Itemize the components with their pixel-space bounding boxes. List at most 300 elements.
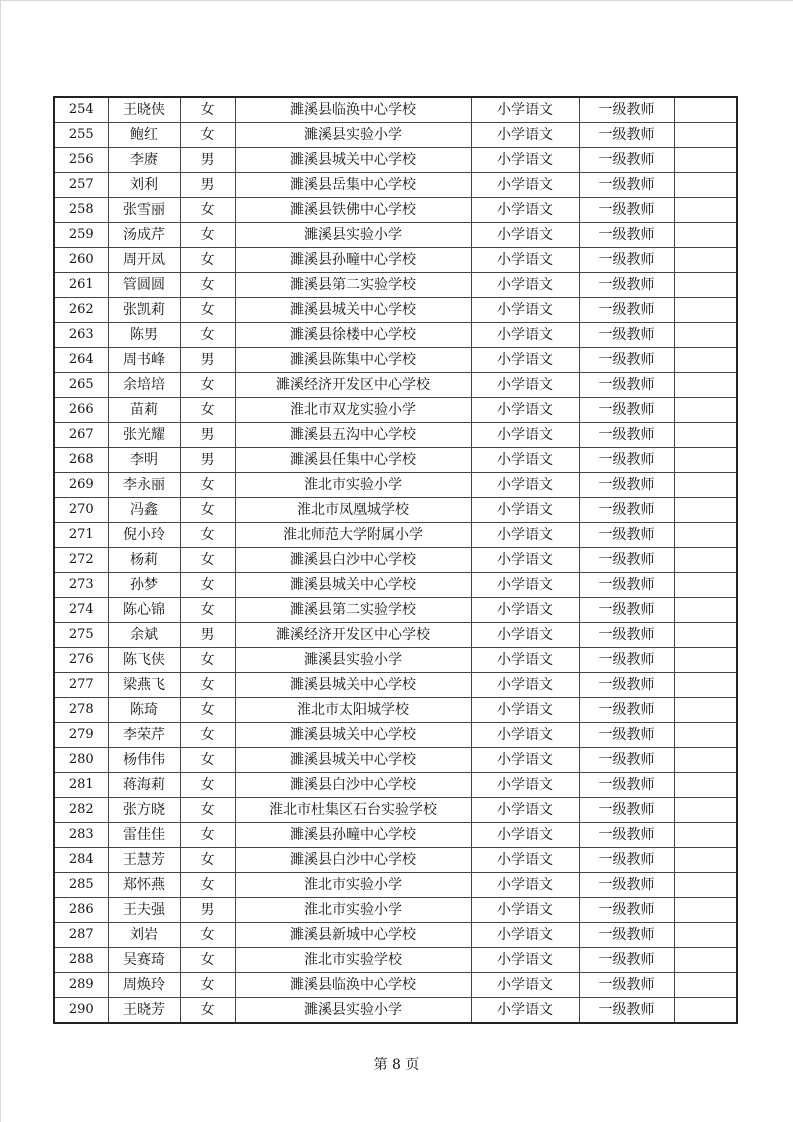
row-number-cell: 264 — [54, 348, 108, 373]
teacher-name-cell: 王晓芳 — [108, 998, 180, 1024]
row-number-cell: 272 — [54, 548, 108, 573]
gender-cell: 女 — [180, 298, 235, 323]
school-cell: 濉溪县徐楼中心学校 — [235, 323, 471, 348]
subject-cell: 小学语文 — [471, 523, 579, 548]
row-number-cell: 277 — [54, 673, 108, 698]
school-cell: 濉溪县城关中心学校 — [235, 673, 471, 698]
row-number-cell: 283 — [54, 823, 108, 848]
row-number-cell: 284 — [54, 848, 108, 873]
note-cell — [674, 748, 737, 773]
professional-title-cell: 一级教师 — [579, 248, 674, 273]
professional-title-cell: 一级教师 — [579, 923, 674, 948]
subject-cell: 小学语文 — [471, 748, 579, 773]
row-number-cell: 279 — [54, 723, 108, 748]
gender-cell: 女 — [180, 673, 235, 698]
row-number-cell: 268 — [54, 448, 108, 473]
table-row — [54, 973, 737, 998]
note-cell — [674, 298, 737, 323]
table-row — [54, 373, 737, 398]
professional-title-cell: 一级教师 — [579, 998, 674, 1024]
note-cell — [674, 923, 737, 948]
school-cell: 濉溪县孙疃中心学校 — [235, 823, 471, 848]
note-cell — [674, 723, 737, 748]
school-cell: 濉溪经济开发区中心学校 — [235, 623, 471, 648]
professional-title-cell: 一级教师 — [579, 523, 674, 548]
note-cell — [674, 848, 737, 873]
gender-cell: 男 — [180, 898, 235, 923]
note-cell — [674, 173, 737, 198]
subject-cell: 小学语文 — [471, 123, 579, 148]
school-cell: 濉溪县城关中心学校 — [235, 748, 471, 773]
table-row — [54, 573, 737, 598]
gender-cell: 女 — [180, 973, 235, 998]
row-number-cell: 260 — [54, 248, 108, 273]
teacher-name-cell: 周焕玲 — [108, 973, 180, 998]
note-cell — [674, 123, 737, 148]
school-cell: 濉溪县陈集中心学校 — [235, 348, 471, 373]
gender-cell: 女 — [180, 473, 235, 498]
professional-title-cell: 一级教师 — [579, 898, 674, 923]
row-number-cell: 256 — [54, 148, 108, 173]
subject-cell: 小学语文 — [471, 498, 579, 523]
table-row — [54, 398, 737, 423]
teacher-name-cell: 苗莉 — [108, 398, 180, 423]
table-row — [54, 773, 737, 798]
row-number-cell: 282 — [54, 798, 108, 823]
gender-cell: 女 — [180, 698, 235, 723]
subject-cell: 小学语文 — [471, 973, 579, 998]
professional-title-cell: 一级教师 — [579, 498, 674, 523]
school-cell: 濉溪县实验小学 — [235, 223, 471, 248]
table-row — [54, 698, 737, 723]
gender-cell: 女 — [180, 498, 235, 523]
subject-cell: 小学语文 — [471, 873, 579, 898]
row-number-cell: 254 — [54, 97, 108, 123]
gender-cell: 女 — [180, 723, 235, 748]
professional-title-cell: 一级教师 — [579, 673, 674, 698]
row-number-cell: 273 — [54, 573, 108, 598]
subject-cell: 小学语文 — [471, 223, 579, 248]
gender-cell: 男 — [180, 423, 235, 448]
gender-cell: 女 — [180, 223, 235, 248]
subject-cell: 小学语文 — [471, 298, 579, 323]
school-cell: 濉溪县实验小学 — [235, 648, 471, 673]
teacher-name-cell: 汤成芹 — [108, 223, 180, 248]
professional-title-cell: 一级教师 — [579, 723, 674, 748]
table-row — [54, 248, 737, 273]
teacher-name-cell: 雷佳佳 — [108, 823, 180, 848]
row-number-cell: 288 — [54, 948, 108, 973]
gender-cell: 女 — [180, 998, 235, 1024]
subject-cell: 小学语文 — [471, 373, 579, 398]
note-cell — [674, 598, 737, 623]
note-cell — [674, 698, 737, 723]
row-number-cell: 280 — [54, 748, 108, 773]
subject-cell: 小学语文 — [471, 473, 579, 498]
gender-cell: 女 — [180, 248, 235, 273]
teacher-roster-table — [53, 96, 738, 1024]
subject-cell: 小学语文 — [471, 698, 579, 723]
school-cell: 濉溪县城关中心学校 — [235, 573, 471, 598]
teacher-name-cell: 李永丽 — [108, 473, 180, 498]
table-row — [54, 223, 737, 248]
row-number-cell: 263 — [54, 323, 108, 348]
row-number-cell: 285 — [54, 873, 108, 898]
note-cell — [674, 198, 737, 223]
note-cell — [674, 423, 737, 448]
gender-cell: 女 — [180, 398, 235, 423]
subject-cell: 小学语文 — [471, 798, 579, 823]
subject-cell: 小学语文 — [471, 273, 579, 298]
table-row — [54, 798, 737, 823]
table-row — [54, 148, 737, 173]
school-cell: 濉溪县城关中心学校 — [235, 298, 471, 323]
roster-body — [54, 97, 737, 1023]
subject-cell: 小学语文 — [471, 648, 579, 673]
professional-title-cell: 一级教师 — [579, 423, 674, 448]
professional-title-cell: 一级教师 — [579, 473, 674, 498]
professional-title-cell: 一级教师 — [579, 973, 674, 998]
note-cell — [674, 498, 737, 523]
table-row — [54, 598, 737, 623]
teacher-name-cell: 余斌 — [108, 623, 180, 648]
subject-cell: 小学语文 — [471, 923, 579, 948]
note-cell — [674, 973, 737, 998]
subject-cell: 小学语文 — [471, 248, 579, 273]
subject-cell: 小学语文 — [471, 148, 579, 173]
row-number-cell: 276 — [54, 648, 108, 673]
table-row — [54, 448, 737, 473]
subject-cell: 小学语文 — [471, 97, 579, 123]
gender-cell: 男 — [180, 148, 235, 173]
teacher-name-cell: 余培培 — [108, 373, 180, 398]
school-cell: 淮北市实验学校 — [235, 948, 471, 973]
school-cell: 濉溪县第二实验学校 — [235, 598, 471, 623]
school-cell: 濉溪县第二实验学校 — [235, 273, 471, 298]
note-cell — [674, 798, 737, 823]
note-cell — [674, 248, 737, 273]
gender-cell: 女 — [180, 548, 235, 573]
note-cell — [674, 873, 737, 898]
note-cell — [674, 773, 737, 798]
teacher-name-cell: 陈心锦 — [108, 598, 180, 623]
row-number-cell: 278 — [54, 698, 108, 723]
professional-title-cell: 一级教师 — [579, 798, 674, 823]
professional-title-cell: 一级教师 — [579, 748, 674, 773]
row-number-cell: 262 — [54, 298, 108, 323]
professional-title-cell: 一级教师 — [579, 623, 674, 648]
page-left-edge — [0, 0, 1, 1122]
gender-cell: 女 — [180, 773, 235, 798]
teacher-name-cell: 管圆圆 — [108, 273, 180, 298]
professional-title-cell: 一级教师 — [579, 273, 674, 298]
teacher-name-cell: 李赓 — [108, 148, 180, 173]
school-cell: 濉溪经济开发区中心学校 — [235, 373, 471, 398]
subject-cell: 小学语文 — [471, 598, 579, 623]
note-cell — [674, 473, 737, 498]
row-number-cell: 270 — [54, 498, 108, 523]
gender-cell: 女 — [180, 97, 235, 123]
teacher-name-cell: 陈琦 — [108, 698, 180, 723]
teacher-name-cell: 孙梦 — [108, 573, 180, 598]
table-row — [54, 723, 737, 748]
school-cell: 濉溪县孙疃中心学校 — [235, 248, 471, 273]
row-number-cell: 259 — [54, 223, 108, 248]
row-number-cell: 266 — [54, 398, 108, 423]
teacher-name-cell: 陈男 — [108, 323, 180, 348]
row-number-cell: 261 — [54, 273, 108, 298]
professional-title-cell: 一级教师 — [579, 223, 674, 248]
table-row — [54, 173, 737, 198]
school-cell: 濉溪县岳集中心学校 — [235, 173, 471, 198]
table-row — [54, 97, 737, 123]
note-cell — [674, 323, 737, 348]
note-cell — [674, 623, 737, 648]
school-cell: 淮北市实验小学 — [235, 898, 471, 923]
school-cell: 淮北市凤凰城学校 — [235, 498, 471, 523]
subject-cell: 小学语文 — [471, 673, 579, 698]
note-cell — [674, 273, 737, 298]
school-cell: 淮北市太阳城学校 — [235, 698, 471, 723]
row-number-cell: 257 — [54, 173, 108, 198]
table-row — [54, 823, 737, 848]
table-row — [54, 473, 737, 498]
professional-title-cell: 一级教师 — [579, 773, 674, 798]
gender-cell: 女 — [180, 323, 235, 348]
note-cell — [674, 898, 737, 923]
teacher-name-cell: 郑怀燕 — [108, 873, 180, 898]
page-number-footer: 第 8 页 — [373, 1057, 420, 1073]
note-cell — [674, 523, 737, 548]
note-cell — [674, 948, 737, 973]
note-cell — [674, 97, 737, 123]
table-row — [54, 898, 737, 923]
gender-cell: 女 — [180, 373, 235, 398]
teacher-name-cell: 王晓侠 — [108, 97, 180, 123]
row-number-cell: 289 — [54, 973, 108, 998]
teacher-name-cell: 杨伟伟 — [108, 748, 180, 773]
teacher-name-cell: 陈飞侠 — [108, 648, 180, 673]
teacher-name-cell: 王慧芳 — [108, 848, 180, 873]
school-cell: 濉溪县临涣中心学校 — [235, 973, 471, 998]
note-cell — [674, 448, 737, 473]
note-cell — [674, 823, 737, 848]
subject-cell: 小学语文 — [471, 723, 579, 748]
professional-title-cell: 一级教师 — [579, 448, 674, 473]
gender-cell: 女 — [180, 573, 235, 598]
subject-cell: 小学语文 — [471, 623, 579, 648]
school-cell: 濉溪县白沙中心学校 — [235, 548, 471, 573]
note-cell — [674, 148, 737, 173]
subject-cell: 小学语文 — [471, 948, 579, 973]
row-number-cell: 255 — [54, 123, 108, 148]
teacher-name-cell: 张凯莉 — [108, 298, 180, 323]
gender-cell: 男 — [180, 448, 235, 473]
teacher-name-cell: 李荣芹 — [108, 723, 180, 748]
school-cell: 濉溪县实验小学 — [235, 123, 471, 148]
professional-title-cell: 一级教师 — [579, 323, 674, 348]
note-cell — [674, 373, 737, 398]
table-row — [54, 323, 737, 348]
subject-cell: 小学语文 — [471, 423, 579, 448]
teacher-name-cell: 刘利 — [108, 173, 180, 198]
subject-cell: 小学语文 — [471, 398, 579, 423]
professional-title-cell: 一级教师 — [579, 373, 674, 398]
teacher-name-cell: 张雪丽 — [108, 198, 180, 223]
school-cell: 濉溪县实验小学 — [235, 998, 471, 1024]
school-cell: 濉溪县任集中心学校 — [235, 448, 471, 473]
note-cell — [674, 223, 737, 248]
table-row — [54, 498, 737, 523]
gender-cell: 男 — [180, 173, 235, 198]
school-cell: 濉溪县临涣中心学校 — [235, 97, 471, 123]
teacher-name-cell: 杨莉 — [108, 548, 180, 573]
professional-title-cell: 一级教师 — [579, 548, 674, 573]
table-row — [54, 923, 737, 948]
professional-title-cell: 一级教师 — [579, 848, 674, 873]
table-row — [54, 648, 737, 673]
row-number-cell: 274 — [54, 598, 108, 623]
teacher-name-cell: 李明 — [108, 448, 180, 473]
professional-title-cell: 一级教师 — [579, 698, 674, 723]
subject-cell: 小学语文 — [471, 548, 579, 573]
school-cell: 濉溪县城关中心学校 — [235, 148, 471, 173]
school-cell: 淮北市杜集区石台实验学校 — [235, 798, 471, 823]
row-number-cell: 287 — [54, 923, 108, 948]
table-row — [54, 948, 737, 973]
row-number-cell: 286 — [54, 898, 108, 923]
page-top-edge — [0, 0, 793, 1]
table-row — [54, 423, 737, 448]
subject-cell: 小学语文 — [471, 323, 579, 348]
subject-cell: 小学语文 — [471, 348, 579, 373]
row-number-cell: 281 — [54, 773, 108, 798]
professional-title-cell: 一级教师 — [579, 573, 674, 598]
professional-title-cell: 一级教师 — [579, 97, 674, 123]
table-row — [54, 673, 737, 698]
school-cell: 濉溪县五沟中心学校 — [235, 423, 471, 448]
gender-cell: 男 — [180, 348, 235, 373]
professional-title-cell: 一级教师 — [579, 148, 674, 173]
professional-title-cell: 一级教师 — [579, 598, 674, 623]
professional-title-cell: 一级教师 — [579, 823, 674, 848]
subject-cell: 小学语文 — [471, 998, 579, 1024]
professional-title-cell: 一级教师 — [579, 948, 674, 973]
row-number-cell: 258 — [54, 198, 108, 223]
gender-cell: 女 — [180, 848, 235, 873]
table-row — [54, 623, 737, 648]
teacher-name-cell: 张方晓 — [108, 798, 180, 823]
table-row — [54, 198, 737, 223]
school-cell: 濉溪县白沙中心学校 — [235, 848, 471, 873]
table-row — [54, 748, 737, 773]
gender-cell: 女 — [180, 873, 235, 898]
gender-cell: 女 — [180, 198, 235, 223]
subject-cell: 小学语文 — [471, 848, 579, 873]
row-number-cell: 267 — [54, 423, 108, 448]
gender-cell: 女 — [180, 523, 235, 548]
note-cell — [674, 573, 737, 598]
gender-cell: 女 — [180, 823, 235, 848]
teacher-name-cell: 王夫强 — [108, 898, 180, 923]
note-cell — [674, 673, 737, 698]
professional-title-cell: 一级教师 — [579, 398, 674, 423]
subject-cell: 小学语文 — [471, 573, 579, 598]
subject-cell: 小学语文 — [471, 823, 579, 848]
table-row — [54, 548, 737, 573]
note-cell — [674, 548, 737, 573]
teacher-name-cell: 吴赛琦 — [108, 948, 180, 973]
table-row — [54, 273, 737, 298]
note-cell — [674, 398, 737, 423]
subject-cell: 小学语文 — [471, 773, 579, 798]
teacher-name-cell: 张光耀 — [108, 423, 180, 448]
teacher-name-cell: 周书峰 — [108, 348, 180, 373]
professional-title-cell: 一级教师 — [579, 298, 674, 323]
gender-cell: 女 — [180, 948, 235, 973]
table-row — [54, 873, 737, 898]
school-cell: 淮北市双龙实验小学 — [235, 398, 471, 423]
subject-cell: 小学语文 — [471, 898, 579, 923]
school-cell: 濉溪县城关中心学校 — [235, 723, 471, 748]
note-cell — [674, 348, 737, 373]
gender-cell: 女 — [180, 598, 235, 623]
gender-cell: 女 — [180, 123, 235, 148]
table-row — [54, 998, 737, 1024]
row-number-cell: 265 — [54, 373, 108, 398]
row-number-cell: 275 — [54, 623, 108, 648]
table-row — [54, 523, 737, 548]
gender-cell: 女 — [180, 798, 235, 823]
professional-title-cell: 一级教师 — [579, 648, 674, 673]
school-cell: 濉溪县铁佛中心学校 — [235, 198, 471, 223]
row-number-cell: 269 — [54, 473, 108, 498]
subject-cell: 小学语文 — [471, 173, 579, 198]
professional-title-cell: 一级教师 — [579, 173, 674, 198]
teacher-name-cell: 冯鑫 — [108, 498, 180, 523]
gender-cell: 男 — [180, 623, 235, 648]
gender-cell: 女 — [180, 648, 235, 673]
table-row — [54, 123, 737, 148]
professional-title-cell: 一级教师 — [579, 873, 674, 898]
table-row — [54, 298, 737, 323]
row-number-cell: 271 — [54, 523, 108, 548]
professional-title-cell: 一级教师 — [579, 123, 674, 148]
row-number-cell: 290 — [54, 998, 108, 1024]
professional-title-cell: 一级教师 — [579, 348, 674, 373]
school-cell: 淮北市实验小学 — [235, 873, 471, 898]
subject-cell: 小学语文 — [471, 448, 579, 473]
note-cell — [674, 998, 737, 1024]
teacher-name-cell: 周开凤 — [108, 248, 180, 273]
teacher-name-cell: 刘岩 — [108, 923, 180, 948]
gender-cell: 女 — [180, 923, 235, 948]
gender-cell: 女 — [180, 748, 235, 773]
teacher-name-cell: 鲍红 — [108, 123, 180, 148]
teacher-name-cell: 蒋海莉 — [108, 773, 180, 798]
school-cell: 濉溪县白沙中心学校 — [235, 773, 471, 798]
note-cell — [674, 648, 737, 673]
school-cell: 淮北师范大学附属小学 — [235, 523, 471, 548]
school-cell: 濉溪县新城中心学校 — [235, 923, 471, 948]
teacher-name-cell: 倪小玲 — [108, 523, 180, 548]
table-row — [54, 348, 737, 373]
professional-title-cell: 一级教师 — [579, 198, 674, 223]
table-row — [54, 848, 737, 873]
school-cell: 淮北市实验小学 — [235, 473, 471, 498]
gender-cell: 女 — [180, 273, 235, 298]
subject-cell: 小学语文 — [471, 198, 579, 223]
